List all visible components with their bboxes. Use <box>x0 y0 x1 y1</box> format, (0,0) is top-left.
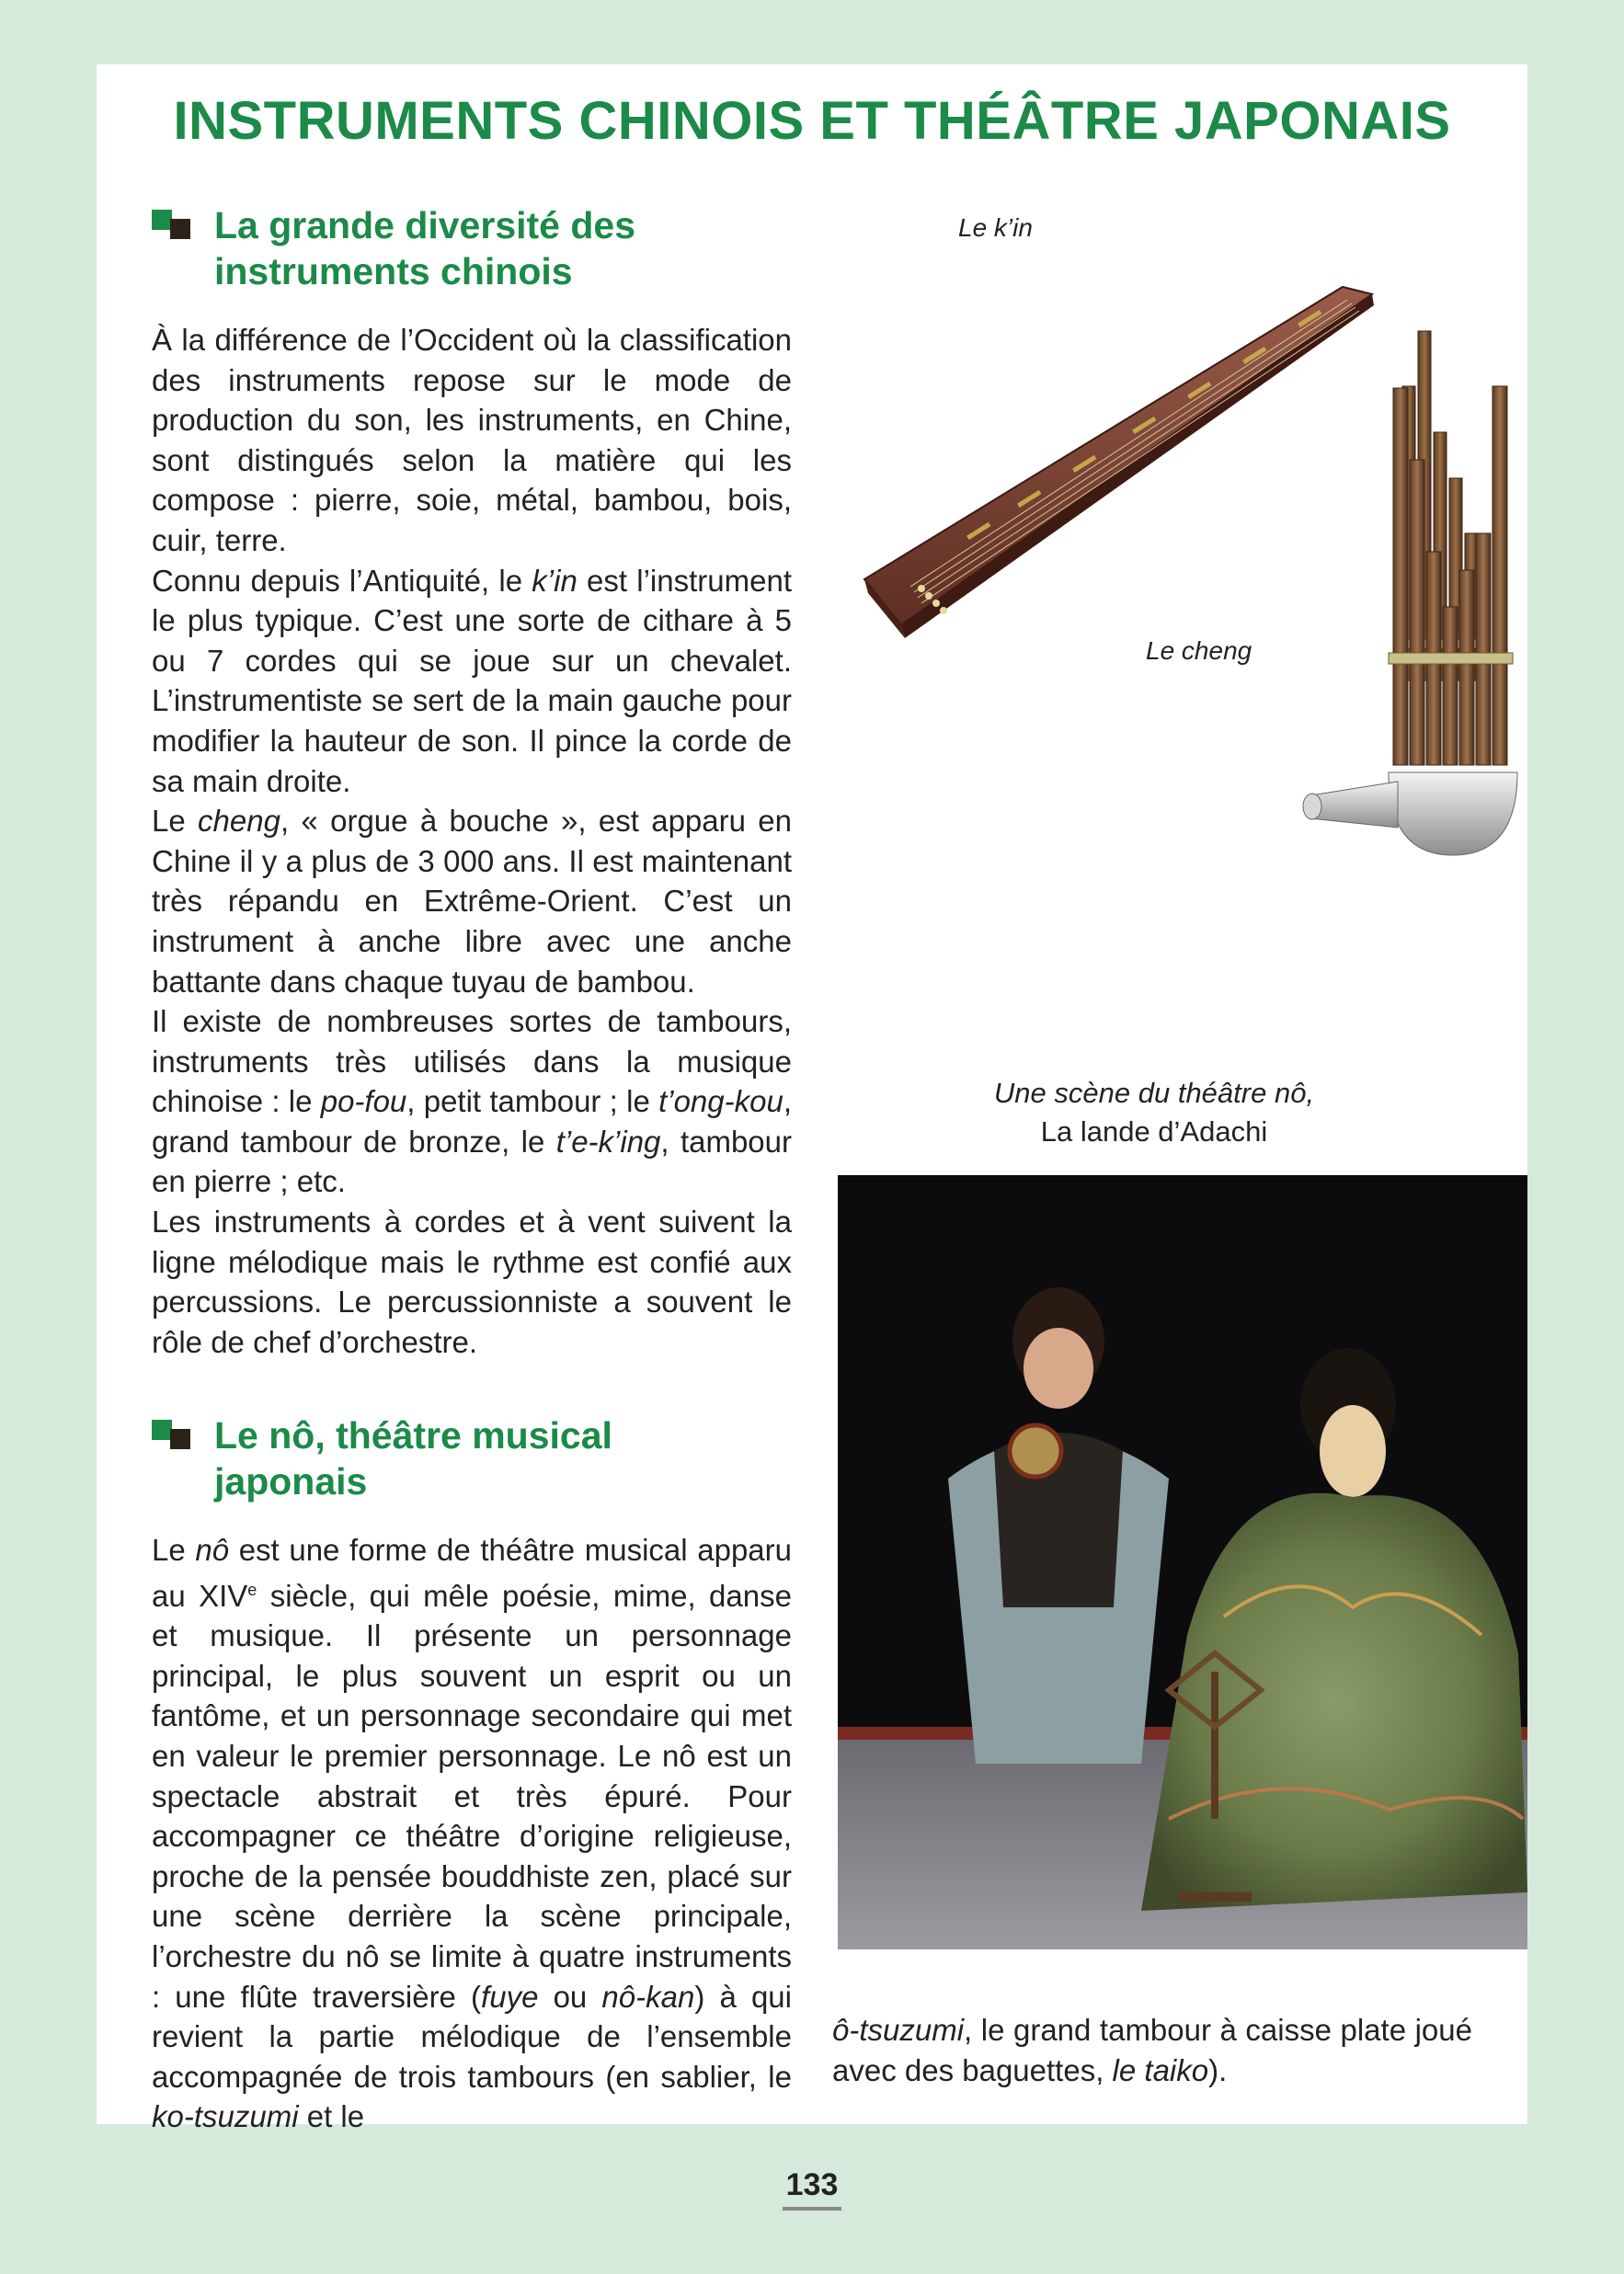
square-bullet-icon <box>152 1420 190 1449</box>
paragraph: Il existe de nombreuses sortes de tambours, instruments très utilisés dans la musique chinoise : le po-fou, petit tambour ; le t’ong-kou, grand tambour de bronze, le t’e-k’ing, tambour en pierre ; etc. <box>152 1004 793 1199</box>
paragraph: À la différence de l’Occident où la classification des instruments repose sur le mode de production du son, les instruments, en Chine, sont distingués selon la matière qui les compose : pierre, soie, métal, bambou, bois, cuir, terre. <box>152 323 792 557</box>
cheng-mouth-organ-illustration <box>1200 221 1531 883</box>
caption-kin: Le k’in <box>958 213 1033 242</box>
section-body-instruments <box>152 320 792 1362</box>
page-number: 133 <box>0 2167 1624 2211</box>
page <box>97 64 1527 2134</box>
caption-cheng: Le cheng <box>1146 636 1252 665</box>
section-heading-instruments <box>152 202 740 294</box>
paragraph: ô-tsuzumi, le grand tambour à caisse plate joué avec des baguettes, le taiko). <box>832 2013 1472 2087</box>
noh-theatre-photo <box>838 1175 1527 1949</box>
paragraph: Le cheng, « orgue à bouche », est apparu en Chine il y a plus de 3 000 ans. Il est maintenant très répandu en Extrême-Orient. C’est un instrument à anche libre avec une anche battante dans chaque tuyau de bambou. <box>152 804 792 999</box>
paragraph: Connu depuis l’Antiquité, le k’in est l’instrument le plus typique. C’est une sorte de cithare à 5 ou 7 cordes qui se joue sur un chevalet. L’instrumentiste se sert de la main gauche pour modifier la hauteur de son. Il pince la corde de sa main droite. <box>152 563 792 798</box>
paragraph: Les instruments à cordes et à vent suivent la ligne mélodique mais le rythme est confié aux percussions. Le percussionniste a souvent le rôle de chef d’orchestre. <box>152 1205 792 1359</box>
paragraph: Le nô est une forme de théâtre musical apparu au XIVe siècle, qui mêle poésie, mime, danse et musique. Il présente un personnage principal, le plus souvent un esprit ou un fantôme, et un personnage secondaire qui met en valeur le premier personnage. Le nô est un spectacle abstrait et très épuré. Pour accompagner ce théâtre d’origine religieuse, proche de la pensée bouddhiste zen, placé sur une scène derrière la scène principale, l’orchestre du nô se limite à quatre instruments : une flûte traversière (fuye ou nô-kan) à qui revient la partie mélodique de l’ensemble accompagnée de trois tambours (en sablier, le ko-tsuzumi et le <box>152 1533 792 2134</box>
section-body-no <box>152 1530 792 2137</box>
section-body-no-continued <box>832 2010 1472 2090</box>
photo-caption: Une scène du théâtre nô, La lande d’Adachi <box>993 1077 1315 1148</box>
square-bullet-icon <box>152 210 190 239</box>
section-title: Le nô, théâtre musical japonais <box>214 1414 612 1503</box>
section-heading-no <box>152 1412 740 1504</box>
section-title: La grande diversité des instruments chinois <box>214 204 636 292</box>
page-title: INSTRUMENTS CHINOIS ET THÉÂTRE JAPONAIS <box>173 91 1451 151</box>
